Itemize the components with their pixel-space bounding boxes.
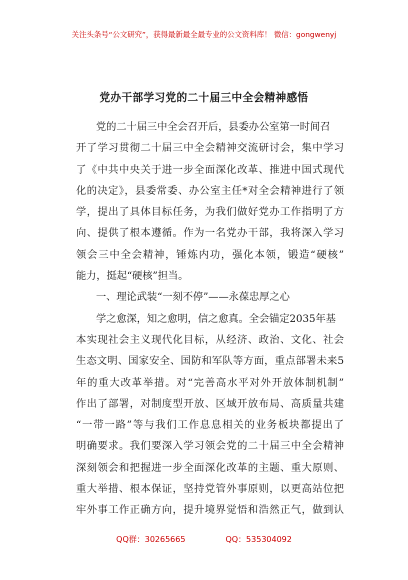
body-line: 了《中共中央关于进一步全面深化改革、推进中国式现代 xyxy=(76,164,344,176)
footer-qq-number: QQ：535304092 xyxy=(225,535,292,544)
footer-contact xyxy=(0,534,408,545)
document-body xyxy=(76,117,344,522)
body-line: 能力，挺起“硬核”担当。 xyxy=(76,271,189,283)
footer-qq-group: QQ群：30265665 xyxy=(116,535,186,544)
body-line: 明确要求。我们要深入学习领会党的二十届三中全会精神 xyxy=(76,441,344,453)
body-line: 向、提供了根本遵循。作为一名党办干部，我将深入学习 xyxy=(76,228,344,240)
body-line: 作出了部署，对制度型开放、区域开放布局、高质量共建 xyxy=(76,398,344,410)
body-line: 本实现社会主义现代化目标，从经济、政治、文化、社会 xyxy=(76,334,344,346)
body-line: 党的二十届三中全会召开后，县委办公室第一时间召 xyxy=(96,122,331,133)
body-line: 学，提出了具体目标任务，为我们做好党办工作指明了方 xyxy=(76,207,344,219)
body-line: 深刻领会和把握进一步全面深化改革的主题、重大原则、 xyxy=(76,462,344,474)
document-title: 党办干部学习党的二十届三中全会精神感悟 xyxy=(99,92,309,104)
body-line: 学之愈深，知之愈明，信之愈真。全会锚定2035年基 xyxy=(96,313,336,325)
body-line: 重大举措、根本保证，坚持党管外事原则，以更高站位把 xyxy=(76,484,344,496)
body-line: 生态文明、国家安全、国防和军队等方面，重点部署未来5 xyxy=(76,356,344,368)
header-banner: 关注头条号“公文研究”，获得最新最全最专业的公文资料库！ 微信：gongwenyj xyxy=(71,30,337,39)
body-line: 化的决定》，县委常委、办公室主任*对全会精神进行了领 xyxy=(76,185,344,197)
body-line: “一带一路”等与我们工作息息相关的业务板块都提出了 xyxy=(76,420,344,432)
body-line: 开了学习贯彻二十届三中全会精神交流研讨会，集中学习 xyxy=(76,143,344,155)
body-line: 年的重大改革举措。对“完善高水平对外开放体制机制” xyxy=(76,377,344,389)
body-line: 领会三中全会精神，锤炼内功，强化本领，锻造“硬核” xyxy=(76,249,344,261)
body-line: 牢外事工作正确方向，提升境界觉悟和浩然正气，做到认 xyxy=(76,505,344,517)
section-heading: 一、理论武装“一刻不停”——永葆忠厚之心 xyxy=(96,292,290,304)
